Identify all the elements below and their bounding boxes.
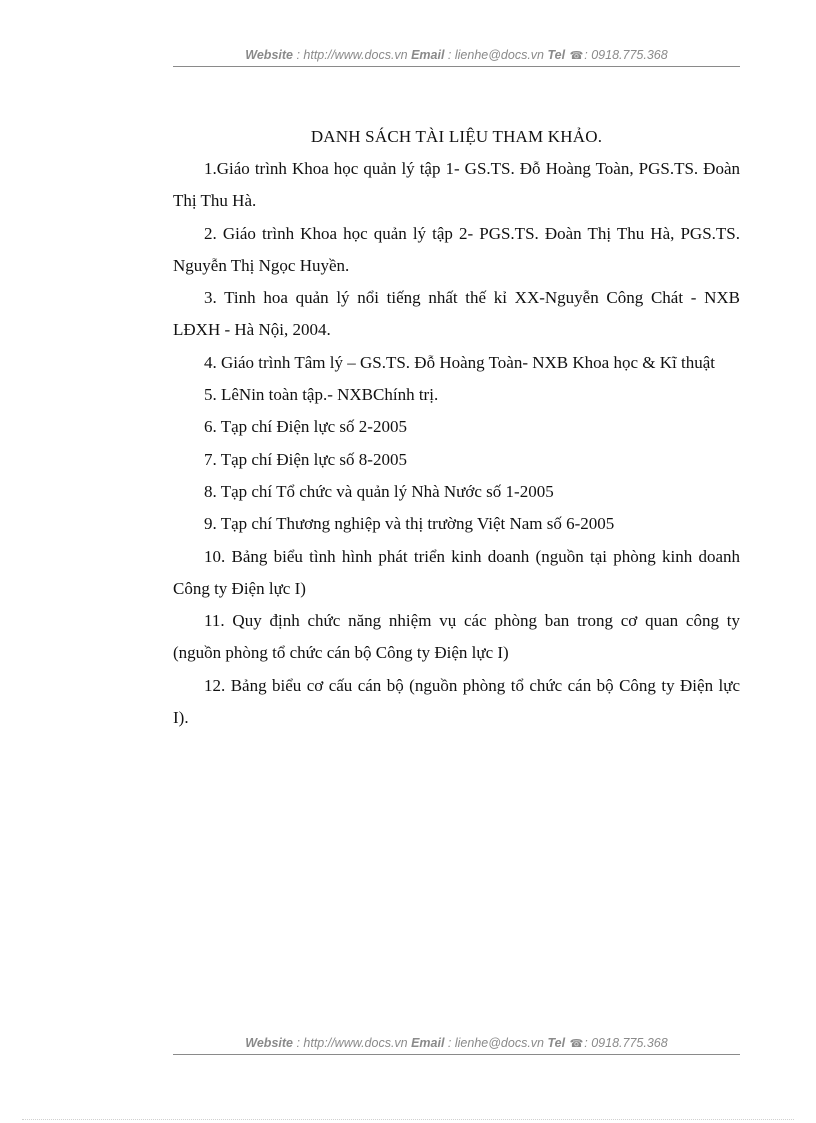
reference-item-2: 2. Giáo trình Khoa học quản lý tập 2- PGS.TS. Đoàn Thị Thu Hà, PGS.TS. Nguyễn Thị Ngọc Huyền.: [173, 223, 740, 275]
footer-tel-number: : 0918.775.368: [584, 1036, 668, 1050]
page-bottom-divider: [22, 1119, 794, 1120]
reference-item-5: 5. LêNin toàn tập.- NXBChính trị.: [204, 385, 439, 405]
reference-item-10: 10. Bảng biểu tình hình phát triển kinh doanh (nguồn tại phòng kinh doanh Công ty Điện lực I): [173, 546, 740, 598]
footer-tel-label: Tel: [547, 1036, 566, 1050]
reference-item-7: 7. Tạp chí Điện lực số 8-2005: [204, 449, 407, 469]
email-address[interactable]: : lienhe@docs.vn: [444, 48, 548, 62]
tel-label: Tel: [547, 48, 566, 62]
page-title: DANH SÁCH TÀI LIỆU THAM KHẢO.: [310, 127, 603, 146]
phone-icon: ☎: [569, 50, 584, 62]
email-label: Email: [411, 48, 445, 62]
reference-item-11: 11. Quy định chức năng nhiệm vụ các phòng ban trong cơ quan công ty (nguồn phòng tổ chức cán bộ Công ty Điện lực I): [173, 611, 740, 663]
page-footer: [173, 1036, 740, 1055]
reference-item-12: 12. Bảng biểu cơ cấu cán bộ (nguồn phòng tổ chức cán bộ Công ty Điện lực I).: [173, 675, 740, 728]
website-url[interactable]: : http://www.docs.vn: [292, 48, 412, 62]
reference-item-6: 6. Tạp chí Điện lực số 2-2005: [204, 417, 407, 437]
reference-list: [173, 153, 740, 734]
reference-item-1: 1.Giáo trình Khoa học quản lý tập 1- GS.TS. Đỗ Hoàng Toàn, PGS.TS. Đoàn Thị Thu Hà.: [173, 159, 740, 211]
reference-item-8: 8. Tạp chí Tổ chức và quản lý Nhà Nước số 1-2005: [204, 481, 554, 501]
reference-item-9: 9. Tạp chí Thương nghiệp và thị trường Việt Nam số 6-2005: [204, 514, 615, 534]
footer-website-label: Website: [245, 1036, 293, 1050]
footer-email-address[interactable]: : lienhe@docs.vn: [444, 1036, 548, 1050]
page-header: [173, 48, 740, 67]
footer-website-url[interactable]: : http://www.docs.vn: [292, 1036, 412, 1050]
reference-item-4: 4. Giáo trình Tâm lý – GS.TS. Đỗ Hoàng Toàn- NXB Khoa học & Kĩ thuật: [204, 352, 715, 372]
footer-phone-icon: ☎: [569, 1038, 584, 1050]
footer-email-label: Email: [411, 1036, 445, 1050]
tel-number: : 0918.775.368: [584, 48, 668, 62]
reference-item-3: 3. Tinh hoa quản lý nổi tiếng nhất thế kỉ XX-Nguyễn Công Chát - NXB LĐXH - Hà Nội, 2004.: [173, 288, 740, 340]
website-label: Website: [245, 48, 293, 62]
